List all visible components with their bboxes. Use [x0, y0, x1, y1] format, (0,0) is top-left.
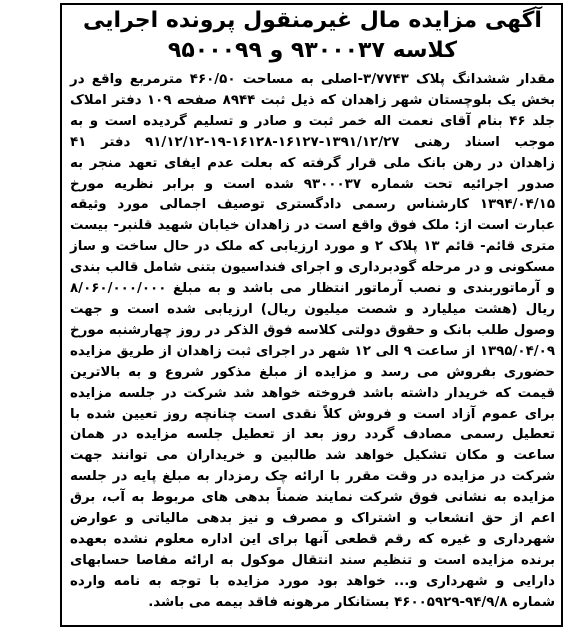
notice-body: مقدار ششدانگ پلاک ۳/۷۷۴۳-اصلی به مساحت ۴۶۰/۵۰ مترمربع واقع در بخش یک بلوچستان شهر زاهدان که ذیل ثبت ۸۹۴۴ صفحه ۱۰۹ دفتر املاک جلد ۴۶ بنام آقای نعمت اله خمر ثبت و صادر و تسلیم گردیده است و به موجب اسناد رهنی ۱۳۹۱/۱۲/۲۷-۱۶۱۲۷-۱۶۱۲۸-۱۹-۹۱/۱۲/۱۲ دفتر ۴۱ زاهدان در رهن بانک ملی قرار گرفته که بعلت عدم ایفای تعهد منجر به صدور اجرائیه تحت شماره ۹۳۰۰۰۳۷ شده است و برابر نظریه مورخ ۱۳۹۴/۰۴/۱۵ کارشناس رسمی دادگستری توصیف اجمالی مورد وثیقه عبارت است از: ملک فوق واقع است در زاهدان خیابان شهید قلنبر- بیست متری قائم- قائم ۱۳ پلاک ۲ و مورد ارزیابی که ملک در حال ساخت و ساز مسکونی و در مرحله گودبرداری و اجرای فنداسیون بتنی شامل قالب بندی و آرماتوربندی و نصب آرماتور انتظار می باشد و به مبلغ ۸/۰۶۰/۰۰۰/۰۰۰ ریال (هشت میلیارد و شصت میلیون ریال) ارزیابی شده است و جهت وصول طلب بانک و حقوق دولتی کلاسه فوق الذکر در روز چهارشنبه مورخ ۱۳۹۵/۰۴/۰۹ از ساعت ۹ الی ۱۲ شهر در اجرای ثبت زاهدان از طریق مزایده حضوری بفروش می رسد و مزایده از مبلغ مذکور شروع و به بالاترین قیمت که خریدار داشته باشد فروخته خواهد شد شرکت در جلسه مزایده برای عموم آزاد است و فروش کلاً نقدی است چنانچه روز تعیین شده با تعطیل رسمی مصادف گردد روز بعد از تعطیل جلسه مزایده در همان ساعت و مکان تشکیل خواهد شد طالبین و خریداران می توانند جهت شرکت در مزایده در وقت مقرر با ارائه چک رمزدار به مبلغ پایه در جلسه مزایده به نشانی فوق شرکت نمایند ضمناً بدهی های مربوط به آب، برق اعم از حق انشعاب و اشتراک و مصرف و نیز بدهی مالیاتی و عوارض شهرداری و غیره که رقم قطعی آنها برای این اداره معلوم نشده بعهده برنده مزایده است و تنظیم سند انتقال موکول به ارائه مفاصا حسابهای دارایی و شهرداری و... خواهد بود مورد مزایده با توجه به نامه وارده شماره ۹۴/۹/۸-۴۶۰۰۵۹۲۹ بستانکار مرهونه فاقد بیمه می باشد.: [70, 72, 556, 610]
auction-notice: [70, 6, 555, 614]
notice-title: آگهی مزایده مال غیرمنقول پرونده اجرایی کلاسه ۹۳۰۰۰۳۷ و ۹۵۰۰۰۹۹: [83, 8, 542, 63]
